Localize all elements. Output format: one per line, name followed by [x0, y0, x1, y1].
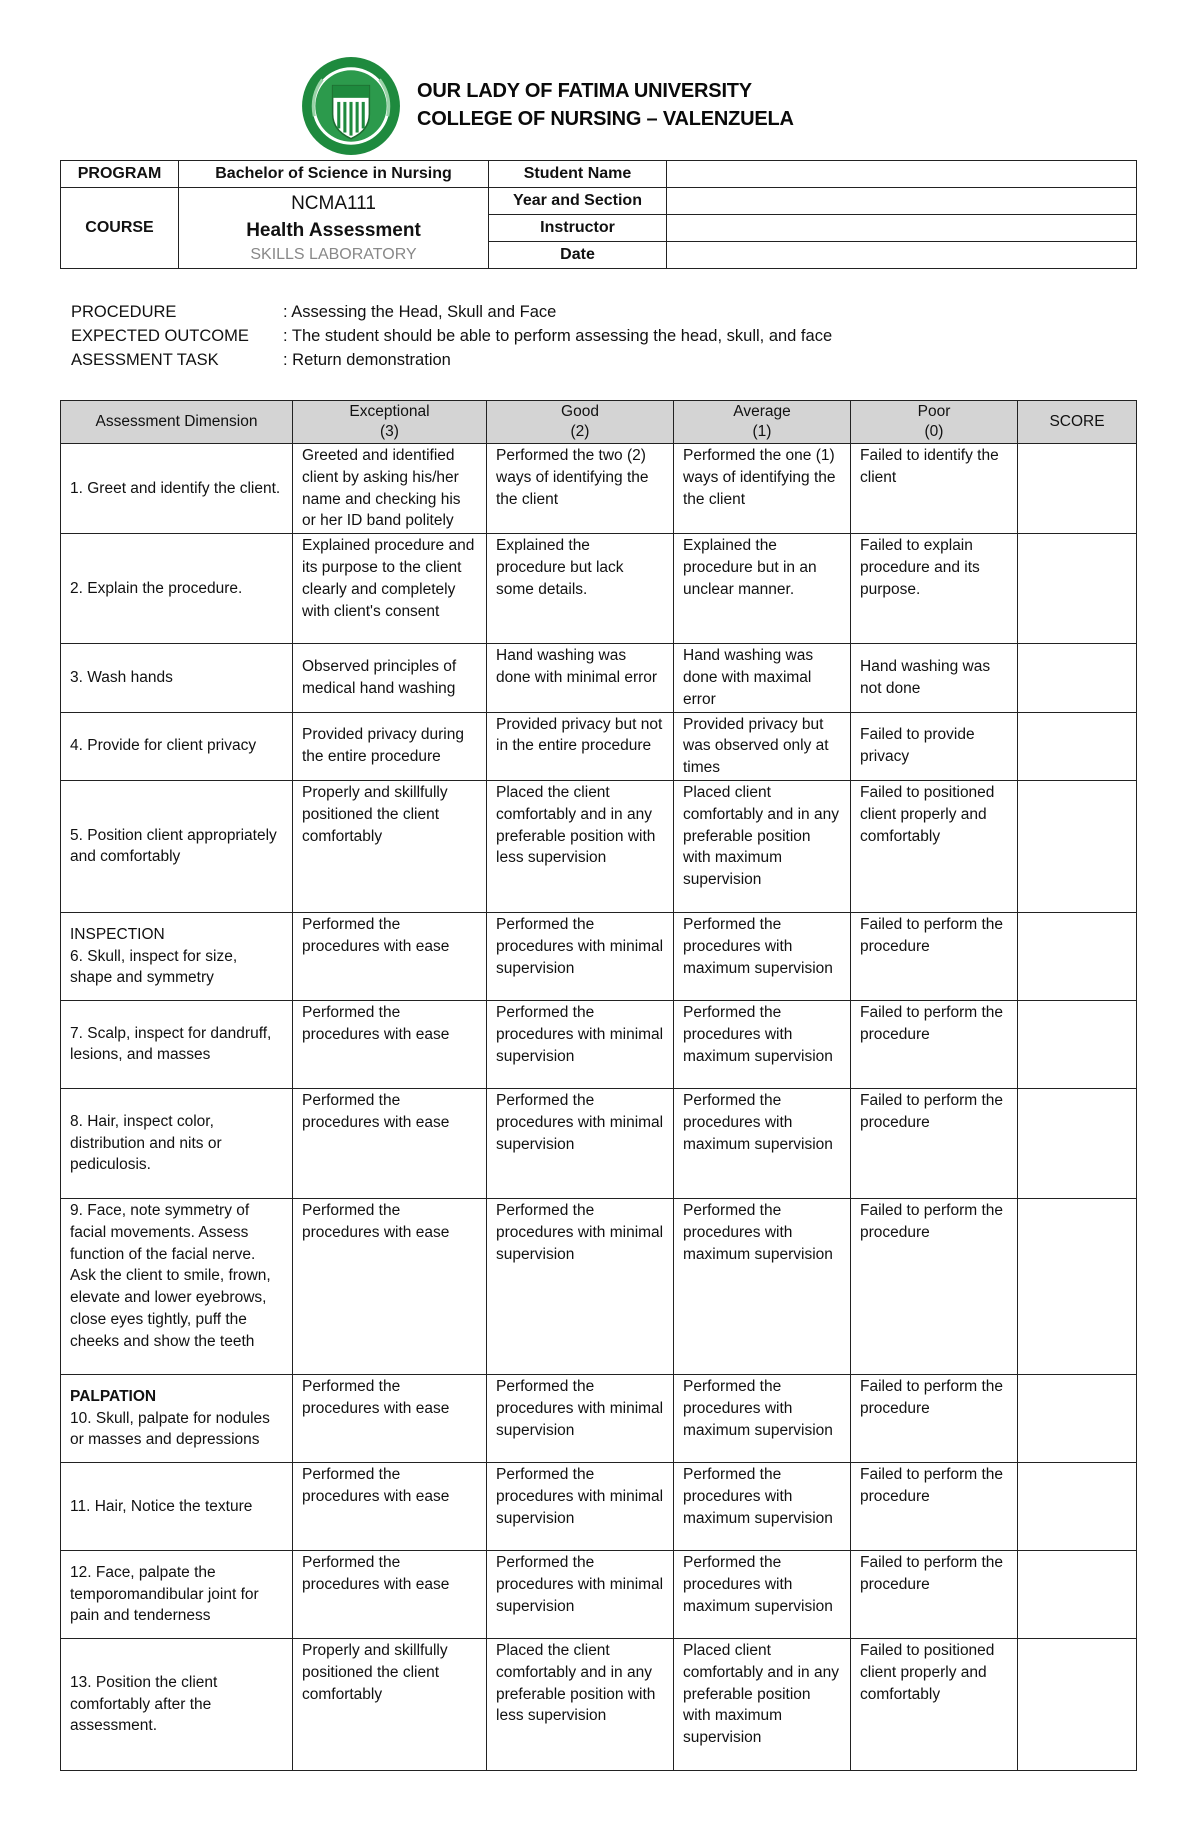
header-good-label: Good — [561, 403, 599, 420]
row-dimension: 13. Position the client comfortably after the assessment. — [61, 1638, 293, 1770]
row-poor: Failed to perform the procedure — [851, 1000, 1018, 1088]
procedure-label: PROCEDURE — [71, 303, 177, 321]
row-dimension: 2. Explain the procedure. — [61, 534, 293, 644]
student-name-field[interactable] — [667, 161, 1137, 188]
task-value: : Return demonstration — [283, 351, 451, 369]
row-exceptional: Performed the procedures with ease — [293, 1374, 487, 1462]
header-poor — [851, 401, 1018, 444]
row-score-field[interactable] — [1018, 1088, 1137, 1198]
rubric-row — [61, 912, 1137, 1000]
row-exceptional: Properly and skillfully positioned the client comfortably — [293, 1638, 487, 1770]
rubric-row — [61, 1638, 1137, 1770]
header-exceptional-label: Exceptional — [349, 403, 430, 420]
rubric-row — [61, 534, 1137, 644]
row-good: Performed the procedures with minimal supervision — [487, 1198, 674, 1374]
row-dimension: 3. Wash hands — [61, 644, 293, 712]
info-row-program — [61, 161, 1137, 188]
rubric-row — [61, 1198, 1137, 1374]
rubric-row — [61, 1550, 1137, 1638]
rubric-row — [61, 1462, 1137, 1550]
outcome-label: EXPECTED OUTCOME — [71, 327, 249, 345]
row-poor: Failed to perform the procedure — [851, 1374, 1018, 1462]
row-poor: Failed to explain procedure and its purpose. — [851, 534, 1018, 644]
header-good-points: (2) — [570, 423, 590, 440]
row-average: Performed the procedures with maximum supervision — [674, 1550, 851, 1638]
row-exceptional: Performed the procedures with ease — [293, 912, 487, 1000]
header-exceptional — [293, 401, 487, 444]
row-average: Explained the procedure but in an unclear manner. — [674, 534, 851, 644]
row-good: Placed the client comfortably and in any preferable position with less supervision — [487, 1638, 674, 1770]
row-average: Placed client comfortably and in any preferable position with maximum supervision — [674, 780, 851, 912]
row-poor: Hand washing was not done — [851, 644, 1018, 712]
date-field[interactable] — [667, 242, 1137, 269]
row-dimension: 9. Face, note symmetry of facial movements. Assess function of the facial nerve. Ask the client to smile, frown, elevate and lower eyebrows, close eyes tightly, puff the cheeks and show the teeth — [61, 1198, 293, 1374]
row-dimension: 1. Greet and identify the client. — [61, 444, 293, 534]
row-dimension-cell — [61, 1374, 293, 1462]
outcome-row — [71, 324, 832, 348]
procedure-block — [71, 300, 832, 372]
row-good: Performed the procedures with minimal supervision — [487, 1374, 674, 1462]
row-score-field[interactable] — [1018, 1550, 1137, 1638]
task-row — [71, 348, 832, 372]
row-average: Hand washing was done with maximal error — [674, 644, 851, 712]
row-poor: Failed to positioned client properly and comfortably — [851, 1638, 1018, 1770]
header-average-label: Average — [733, 403, 791, 420]
header-average-points: (1) — [752, 423, 772, 440]
rubric-row — [61, 1000, 1137, 1088]
header-poor-points: (0) — [924, 423, 944, 440]
row-poor: Failed to provide privacy — [851, 712, 1018, 780]
row-dimension: 6. Skull, inspect for size, shape and symmetry — [70, 947, 238, 987]
row-poor: Failed to perform the procedure — [851, 912, 1018, 1000]
instructor-field[interactable] — [667, 215, 1137, 242]
row-dimension: 7. Scalp, inspect for dandruff, lesions, and masses — [61, 1000, 293, 1088]
instructor-label: Instructor — [489, 215, 667, 242]
row-poor: Failed to identify the client — [851, 444, 1018, 534]
row-average: Performed the procedures with maximum supervision — [674, 912, 851, 1000]
course-cell — [179, 188, 489, 269]
row-good: Hand washing was done with minimal error — [487, 644, 674, 712]
row-exceptional: Performed the procedures with ease — [293, 1462, 487, 1550]
student-name-label: Student Name — [489, 161, 667, 188]
year-section-label: Year and Section — [489, 188, 667, 215]
row-exceptional: Performed the procedures with ease — [293, 1550, 487, 1638]
row-exceptional: Performed the procedures with ease — [293, 1088, 487, 1198]
row-dimension: 10. Skull, palpate for nodules or masses and depressions — [70, 1409, 270, 1449]
date-label: Date — [489, 242, 667, 269]
row-poor: Failed to perform the procedure — [851, 1462, 1018, 1550]
row-score-field[interactable] — [1018, 1638, 1137, 1770]
row-dimension: 4. Provide for client privacy — [61, 712, 293, 780]
header-good — [487, 401, 674, 444]
row-score-field[interactable] — [1018, 780, 1137, 912]
rubric-row — [61, 444, 1137, 534]
rubric-row — [61, 1374, 1137, 1462]
row-average: Performed the procedures with maximum supervision — [674, 1198, 851, 1374]
course-subtitle: SKILLS LABORATORY — [250, 246, 417, 263]
row-average: Performed the procedures with maximum supervision — [674, 1000, 851, 1088]
row-exceptional: Properly and skillfully positioned the client comfortably — [293, 780, 487, 912]
row-good: Performed the two (2) ways of identifying the the client — [487, 444, 674, 534]
row-good: Performed the procedures with minimal supervision — [487, 1550, 674, 1638]
row-score-field[interactable] — [1018, 534, 1137, 644]
header-score: SCORE — [1018, 401, 1137, 444]
college-name: COLLEGE OF NURSING – VALENZUELA — [417, 108, 794, 130]
row-score-field[interactable] — [1018, 912, 1137, 1000]
row-exceptional: Observed principles of medical hand washing — [293, 644, 487, 712]
row-average: Provided privacy but was observed only at times — [674, 712, 851, 780]
row-poor: Failed to perform the procedure — [851, 1550, 1018, 1638]
rubric-row — [61, 644, 1137, 712]
info-table — [60, 160, 1137, 269]
row-score-field[interactable] — [1018, 444, 1137, 534]
procedure-value: : Assessing the Head, Skull and Face — [283, 303, 557, 321]
row-average: Performed the procedures with maximum supervision — [674, 1462, 851, 1550]
university-name: OUR LADY OF FATIMA UNIVERSITY — [417, 80, 752, 102]
row-good: Explained the procedure but lack some details. — [487, 534, 674, 644]
rubric-row — [61, 780, 1137, 912]
row-average: Performed the one (1) ways of identifying the the client — [674, 444, 851, 534]
row-good: Placed the client comfortably and in any preferable position with less supervision — [487, 780, 674, 912]
row-exceptional: Provided privacy during the entire procedure — [293, 712, 487, 780]
row-average: Performed the procedures with maximum supervision — [674, 1088, 851, 1198]
procedure-row — [71, 300, 832, 324]
row-exceptional: Performed the procedures with ease — [293, 1198, 487, 1374]
rubric-row — [61, 712, 1137, 780]
header-exceptional-points: (3) — [380, 423, 399, 440]
title-block — [417, 77, 794, 133]
row-exceptional: Explained procedure and its purpose to the client clearly and completely with client's consent — [293, 534, 487, 644]
row-poor: Failed to perform the procedure — [851, 1198, 1018, 1374]
rubric-row — [61, 1088, 1137, 1198]
row-average: Performed the procedures with maximum supervision — [674, 1374, 851, 1462]
rubric-table — [60, 400, 1137, 1771]
program-value: Bachelor of Science in Nursing — [179, 161, 489, 188]
row-exceptional: Greeted and identified client by asking his/her name and checking his or her ID band politely — [293, 444, 487, 534]
row-score-field[interactable] — [1018, 1000, 1137, 1088]
row-good: Provided privacy but not in the entire procedure — [487, 712, 674, 780]
row-good: Performed the procedures with minimal supervision — [487, 912, 674, 1000]
row-dimension: 12. Face, palpate the temporomandibular joint for pain and tenderness — [61, 1550, 293, 1638]
row-score-field[interactable] — [1018, 1462, 1137, 1550]
info-row-year — [61, 188, 1137, 215]
course-name: Health Assessment — [246, 220, 421, 241]
page-header — [295, 55, 995, 160]
row-dimension: 5. Position client appropriately and comfortably — [61, 780, 293, 912]
row-poor: Failed to positioned client properly and comfortably — [851, 780, 1018, 912]
row-dimension: 11. Hair, Notice the texture — [61, 1462, 293, 1550]
task-label: ASESSMENT TASK — [71, 351, 219, 369]
row-score-field[interactable] — [1018, 712, 1137, 780]
row-exceptional: Performed the procedures with ease — [293, 1000, 487, 1088]
course-code: NCMA111 — [291, 193, 376, 214]
outcome-value: : The student should be able to perform assessing the head, skull, and face — [283, 327, 833, 345]
rubric-header-row — [61, 401, 1137, 444]
row-score-field[interactable] — [1018, 1198, 1137, 1374]
header-poor-label: Poor — [917, 403, 951, 420]
header-average — [674, 401, 851, 444]
row-dimension-cell — [61, 912, 293, 1000]
row-good: Performed the procedures with minimal supervision — [487, 1000, 674, 1088]
row-average: Placed client comfortably and in any preferable position with maximum supervision — [674, 1638, 851, 1770]
program-label: PROGRAM — [61, 161, 179, 188]
row-good: Performed the procedures with minimal supervision — [487, 1088, 674, 1198]
course-label: COURSE — [61, 188, 179, 269]
section-heading-palpation: PALPATION — [70, 1387, 157, 1405]
row-score-field[interactable] — [1018, 1374, 1137, 1462]
year-section-field[interactable] — [667, 188, 1137, 215]
university-seal-logo — [300, 55, 402, 157]
header-dimension: Assessment Dimension — [61, 401, 293, 444]
row-score-field[interactable] — [1018, 644, 1137, 712]
row-poor: Failed to perform the procedure — [851, 1088, 1018, 1198]
row-dimension: 8. Hair, inspect color, distribution and nits or pediculosis. — [61, 1088, 293, 1198]
row-good: Performed the procedures with minimal supervision — [487, 1462, 674, 1550]
section-heading-inspection: INSPECTION — [70, 925, 165, 943]
